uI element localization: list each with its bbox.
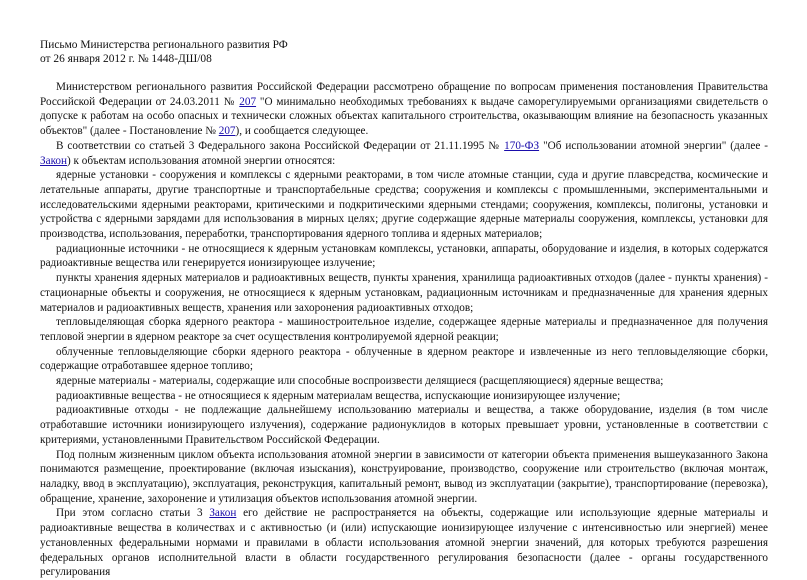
document-title: Письмо Министерства регионального развития РФ xyxy=(40,39,288,51)
link-postanovlenie-207-second[interactable]: 207 xyxy=(218,125,236,138)
paragraph-radioactive-substances: радиоактивные вещества - не относящиеся к ядерным материалам вещества, испускающие ионизирующее излучение; xyxy=(56,389,621,402)
paragraph-radiation-sources: радиационные источники - не относящиеся к ядерным установкам комплексы, установки, аппараты, оборудование и изделия, в которых содержатся радиоактивные вещества или генерируется ионизирующее излучение; xyxy=(40,242,768,270)
link-zakon[interactable]: Закон xyxy=(40,154,68,167)
paragraph-nuclear-materials: ядерные материалы - материалы, содержащие или способные воспроизвести делящиеся (расщепляющиеся) ядерные вещества; xyxy=(56,375,664,388)
paragraph-irradiated-assemblies: облученные тепловыделяющие сборки ядерного реактора - облученные в ядерном реакторе и извлеченные из него тепловыделяющие сборки, содержащие отработавшее ядерное топливо; xyxy=(40,345,768,373)
paragraph-text: В соответствии со статьей 3 Федерального закона Российской Федерации от 21.11.1995 № xyxy=(56,139,505,152)
paragraph-text: "О минимально необходимых требованиях к выдаче саморегулируемыми организациями свидетельств о допуске к работам на особо опасных и технически сложных объектах капитального строительства, оказывающим влияние на безопасность указанных объектов" (далее - Постановление № xyxy=(40,95,769,138)
paragraph-life-cycle: Под полным жизненным циклом объекта использования атомной энергии в зависимости от категории объекта применения вышеуказанного Закона понимаются размещение, проектирование (включая изыскания), конструирование, производство, сооружение или строительство (включая монтаж, наладку, ввод в эксплуатацию), эксплуатация, реконструкция, капитальный ремонт, вывод из эксплуатации (закрытие), транспортирование (перевозка), обращение, хранение, захоронение и утилизация объектов использования атомной энергии. xyxy=(40,448,768,505)
paragraph-nuclear-installations: ядерные установки - сооружения и комплексы с ядерными реакторами, в том числе атомные станции, суда и другие плавсредства, космические и летательные аппараты, другие транспортные и транспортабельные средства; сооружения и комплексы с промышленными, экспериментальными и исследовательскими ядерными реакторами, критическими и подкритическими ядерными стендами; сооружения, комплексы, полигоны, установки и устройства с ядерными зарядами для использования в мирных целях; другие содержащие ядерные материалы сооружения, комплексы, установки для производства, использования, переработки, транспортирования ядерного топлива и ядерных материалов; xyxy=(40,169,768,241)
paragraph-text: его действие не распространяется на объекты, содержащие или использующие ядерные материалы и радиоактивные вещества в количествах и с активностью (и (или) испускающие ионизирующее излучение с интенсивностью или энергией) менее установленных федеральными нормами и правилами в области использования атомной энергии значений, для которых требуются разрешения федеральных органов исполнительной власти в области государственного регулирования безопасности (далее - органы государственного регулирования xyxy=(40,507,769,579)
paragraph-text: ) к объектам использования атомной энергии относятся: xyxy=(67,154,336,167)
document-page xyxy=(40,38,768,580)
document-header xyxy=(40,38,768,66)
paragraph-radioactive-waste: радиоактивные отходы - не подлежащие дальнейшему использованию материалы и вещества, а также оборудование, изделия (в том числе отработавшие источники ионизирующего излучения), содержание радионуклидов в которых превышает уровни, установленные в соответствии с критериями, установленными Правительством Российской Федерации. xyxy=(40,404,768,446)
paragraph-text: Министерством регионального развития Российской Федерации рассмотрено обращение по вопросам применения постановления Правительства Российской Федерации от 24.03.2011 № xyxy=(40,81,768,108)
paragraph-fuel-assembly: тепловыделяющая сборка ядерного реактора - машиностроительное изделие, содержащее ядерные материалы и предназначенное для получения тепловой энергии в ядерном реакторе за счет осуществления контролируемой ядерной реакции; xyxy=(40,316,768,343)
paragraph-article-3 xyxy=(40,139,768,168)
paragraph-storage-points: пункты хранения ядерных материалов и радиоактивных веществ, пункты хранения, хранилища радиоактивных отходов (далее - пункты хранения) - стационарные объекты и сооружения, не относящиеся к ядерным установкам, радиационным источникам и предназначенные для хранения ядерных материалов и радиоактивных веществ, хранения или захоронения радиоактивных отходов; xyxy=(40,272,768,314)
paragraph-text: При этом согласно статьи 3 xyxy=(56,507,210,520)
document-date-number: от 26 января 2012 г. № 1448-ДШ/08 xyxy=(40,53,212,65)
paragraph-exemption xyxy=(40,506,768,580)
document-body xyxy=(40,80,768,580)
link-zakon-second[interactable]: Закон xyxy=(209,507,237,520)
paragraph-text: ), и сообщается следующее. xyxy=(235,125,369,138)
link-postanovlenie-207[interactable]: 207 xyxy=(239,95,257,108)
paragraph-intro xyxy=(40,80,768,139)
paragraph-text: "Об использовании атомной энергии" (далее - xyxy=(539,139,768,152)
link-fz-170[interactable]: 170-ФЗ xyxy=(504,139,540,152)
